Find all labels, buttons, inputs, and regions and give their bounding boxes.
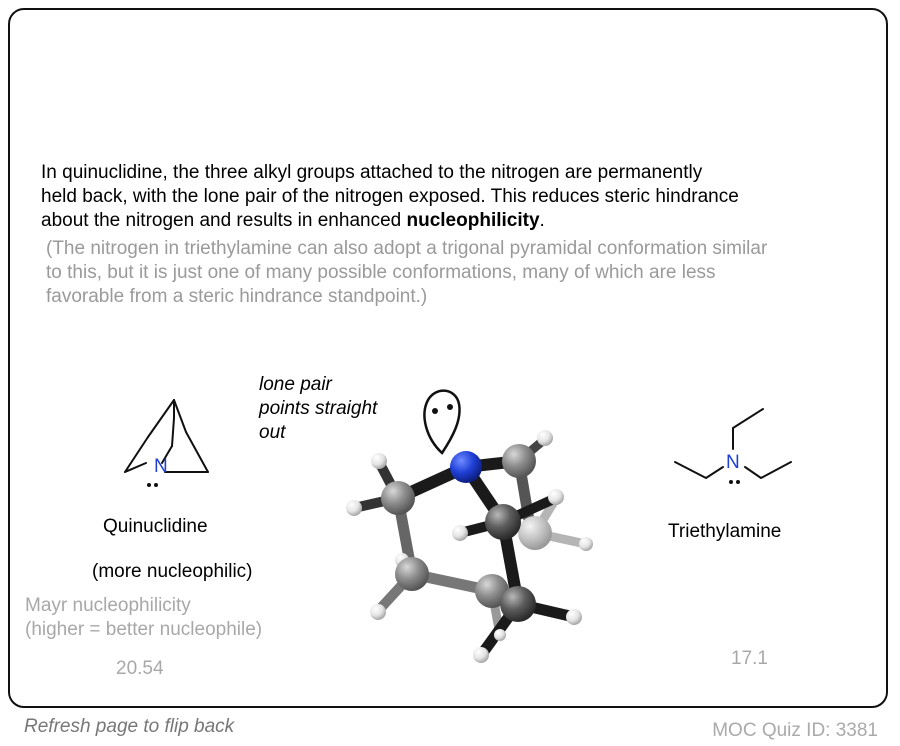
bond xyxy=(148,400,174,437)
hydrogen-atom xyxy=(579,537,593,551)
bond xyxy=(733,409,763,449)
hydrogen-atom xyxy=(566,609,582,625)
quinuclidine-name: Quinuclidine xyxy=(103,516,208,537)
bond xyxy=(172,418,174,446)
quinuclidine-structure xyxy=(110,390,230,500)
nucleophilicity-term: nucleophilicity xyxy=(406,210,540,231)
quiz-id: MOC Quiz ID: 3381 xyxy=(712,720,878,741)
explanation-text-part: about the nitrogen and results in enhanced xyxy=(41,210,407,231)
carbon-atom xyxy=(502,444,536,478)
carbon-atom xyxy=(518,516,552,550)
bond xyxy=(186,432,208,472)
lone-pair-dot xyxy=(736,480,740,484)
lone-pair-dot xyxy=(729,480,733,484)
hydrogen-atom xyxy=(346,500,362,516)
carbon-atom xyxy=(395,557,429,591)
bond xyxy=(745,462,791,478)
triethylamine-structure xyxy=(665,400,805,490)
quinuclidine-mayr-value: 20.54 xyxy=(116,658,164,679)
hydrogen-atom xyxy=(371,453,387,469)
explanation-line: held back, with the lone pair of the nitrogen exposed. This reduces steric hindrance xyxy=(41,186,739,207)
hydrogen-atom xyxy=(370,604,386,620)
mayr-label xyxy=(25,594,262,642)
carbon-atom xyxy=(500,586,536,622)
quinuclidine-note: (more nucleophilic) xyxy=(92,561,253,582)
nitrogen-label: N xyxy=(726,452,740,473)
note-line: to this, but it is just one of many possible conformations, many of which are less xyxy=(46,262,716,283)
triethylamine-note xyxy=(46,237,886,309)
triethylamine-name: Triethylamine xyxy=(668,521,782,542)
lone-pair-dot xyxy=(154,483,158,487)
lone-pair-electron xyxy=(447,404,453,410)
carbon-atom xyxy=(381,481,415,515)
mayr-label-line: (higher = better nucleophile) xyxy=(25,619,263,640)
hydrogen-atom xyxy=(452,525,468,541)
hydrogen-atom xyxy=(494,629,506,641)
explanation-text-part: . xyxy=(539,210,545,231)
note-line: favorable from a steric hindrance standpoint.) xyxy=(46,286,428,307)
refresh-hint: Refresh page to flip back xyxy=(24,716,235,737)
nitrogen-label: N xyxy=(154,456,168,477)
lone-pair-lobe xyxy=(424,391,459,453)
lone-pair-electron xyxy=(432,408,438,414)
annotation-line: out xyxy=(259,422,286,443)
annotation-line: lone pair xyxy=(259,374,332,395)
bond xyxy=(174,400,186,432)
triethylamine-mayr-value: 17.1 xyxy=(731,648,768,669)
explanation-line: In quinuclidine, the three alkyl groups attached to the nitrogen are permanently xyxy=(41,162,703,183)
bond xyxy=(675,462,723,478)
hydrogen-atom xyxy=(473,647,489,663)
carbon-atom xyxy=(485,504,521,540)
nitrogen-atom xyxy=(450,451,482,483)
annotation-line: points straight xyxy=(259,398,378,419)
ball-and-stick-model xyxy=(350,385,670,665)
note-line: (The nitrogen in triethylamine can also adopt a trigonal pyramidal conformation similar xyxy=(46,238,768,259)
mayr-label-line: Mayr nucleophilicity xyxy=(25,595,191,616)
lone-pair-dot xyxy=(147,483,151,487)
hydrogen-atom xyxy=(537,430,553,446)
explanation-line xyxy=(41,209,871,233)
hydrogen-atom xyxy=(548,489,564,505)
explanation-text xyxy=(41,161,871,233)
